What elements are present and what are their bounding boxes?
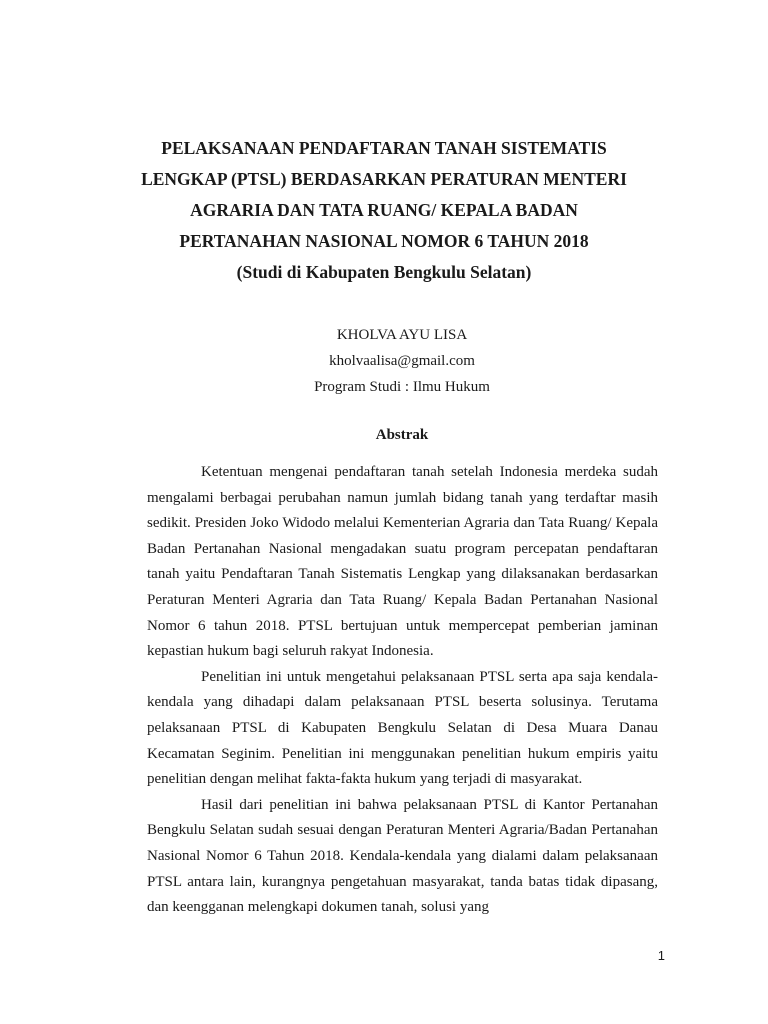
author-name: KHOLVA AYU LISA [336, 327, 468, 343]
subtitle: (Studi di Kabupaten Bengkulu Selatan) [236, 262, 532, 282]
abstract-paragraph: Penelitian ini untuk mengetahui pelaksanaan PTSL serta apa saja kendala-kendala yang dihadapi dalam pelaksanaan PTSL beserta solusinya. Terutama pelaksanaan PTSL di Kabupaten Bengkulu Selatan di Desa Muara Danau Kecamatan Seginim. Penelitian ini menggunakan penelitian hukum empiris yaitu penelitian dengan melihat fakta-fakta hukum yang terjadi di masyarakat. [147, 668, 658, 788]
abstract-heading: Abstrak [375, 427, 429, 443]
page-number: 1 [657, 948, 665, 963]
title-line: PERTANAHAN NASIONAL NOMOR 6 TAHUN 2018 [179, 231, 589, 251]
author-email: kholvaalisa@gmail.com [329, 353, 475, 369]
abstract-paragraph: Ketentuan mengenai pendaftaran tanah setelah Indonesia merdeka sudah mengalami berbagai perubahan namun jumlah bidang tanah yang terdaftar masih sedikit. Presiden Joko Widodo melalui Kementerian Agraria dan Tata Ruang/ Kepala Badan Pertanahan Nasional mengadakan suatu program percepatan pendaftaran tanah yaitu Pendaftaran Tanah Sistematis Lengkap yang dilaksanakan berdasarkan Peraturan Menteri Agraria dan Tata Ruang/ Kepala Badan Pertanahan Nasional Nomor 6 tahun 2018. PTSL bertujuan untuk mempercepat pemberian jaminan kepastian hukum bagi seluruh rakyat Indonesia. [147, 464, 658, 660]
author-info [120, 322, 684, 400]
abstract-body [147, 460, 658, 921]
author-program: Program Studi : Ilmu Hukum [314, 379, 490, 395]
title-line: LENGKAP (PTSL) BERDASARKAN PERATURAN MENTERI [141, 169, 627, 189]
abstract-paragraph: Hasil dari penelitian ini bahwa pelaksanaan PTSL di Kantor Pertanahan Bengkulu Selatan sudah sesuai dengan Peraturan Menteri Agraria/Badan Pertanahan Nasional Nomor 6 Tahun 2018. Kendala-kendala yang dialami dalam pelaksanaan PTSL antara lain, kurangnya pengetahuan masyarakat, tanda batas tidak dipasang, dan keengganan melengkapi dokumen tanah, solusi yang [147, 796, 658, 916]
paper-title [120, 133, 648, 288]
title-line: AGRARIA DAN TATA RUANG/ KEPALA BADAN [190, 200, 578, 220]
title-line: PELAKSANAAN PENDAFTARAN TANAH SISTEMATIS [161, 138, 607, 158]
